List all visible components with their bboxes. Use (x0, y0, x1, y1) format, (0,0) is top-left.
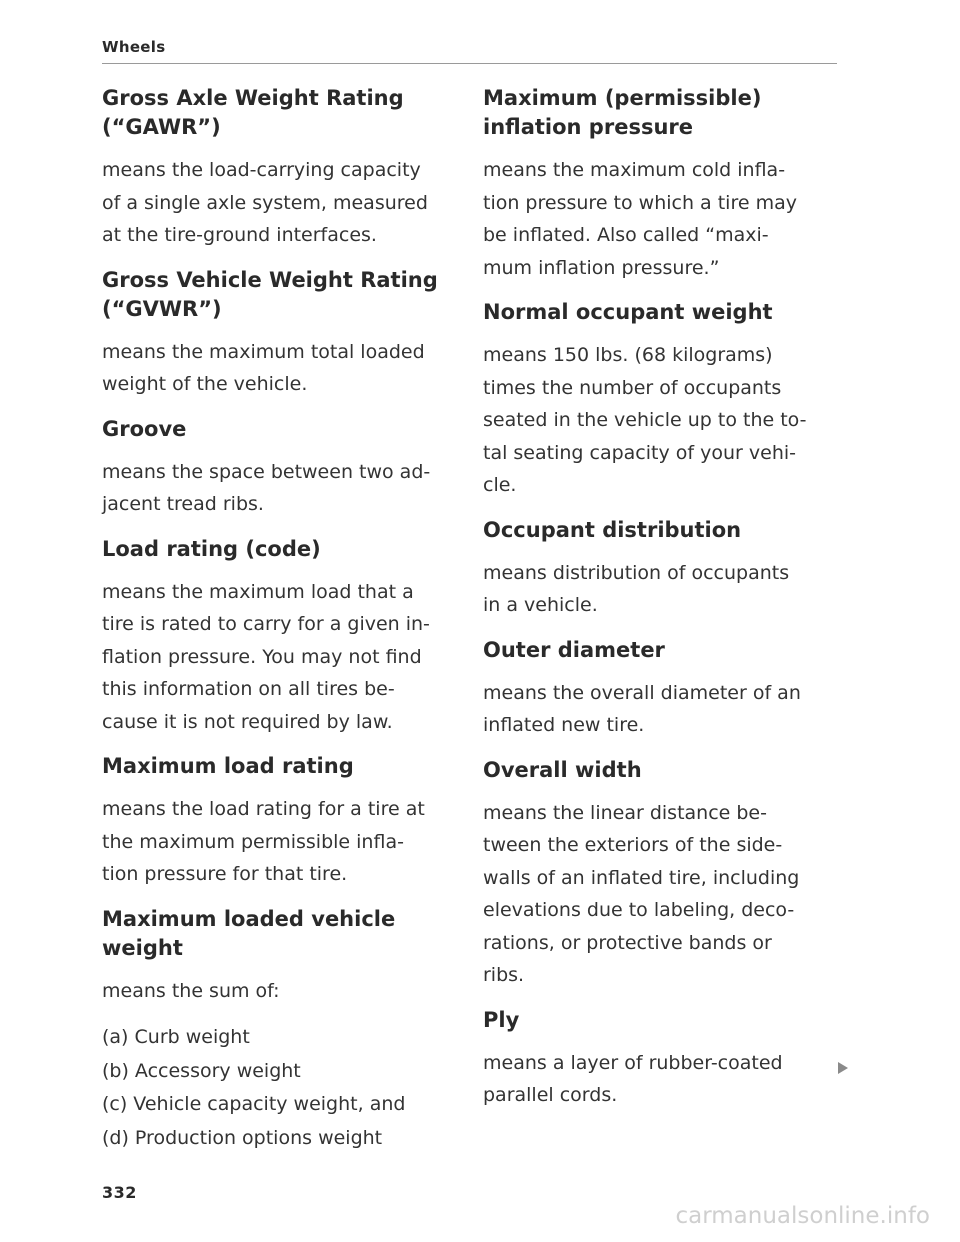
right-column (483, 84, 838, 1126)
page-number: 332 (102, 1183, 137, 1202)
term-definition: means the sum of: (102, 979, 280, 1002)
list-item: (d) Production options weight (102, 1126, 383, 1149)
glossary-entry (102, 535, 457, 739)
term-definition: means 150 lbs. (68 kilograms) times the number of occupants seated in the vehicle up to the to- tal seating capacity of your vehi- cle. (483, 344, 807, 496)
watermark: carmanualsonline.info (675, 1203, 930, 1229)
left-column (102, 84, 457, 1155)
glossary-entry (483, 516, 838, 622)
term-definition: means the space between two ad- jacent tread ribs. (102, 460, 431, 515)
term-definition: means the overall diameter of an inflated new tire. (483, 681, 801, 736)
list-item: (a) Curb weight (102, 1026, 250, 1048)
glossary-entry (483, 636, 838, 742)
term-heading: Ply (483, 1007, 520, 1032)
glossary-entry (102, 415, 457, 521)
term-definition: means a layer of rubber-coated parallel cords. (483, 1051, 783, 1106)
glossary-entry (483, 298, 838, 502)
glossary-entry (483, 1006, 838, 1112)
term-heading: Gross Vehicle Weight Rating (“GVWR”) (102, 267, 438, 321)
term-definition: means the maximum cold infla- tion pressure to which a tire may be inflated. Also called “maxi- mum inflation pressure.” (483, 159, 797, 279)
term-definition: means the maximum load that a tire is rated to carry for a given in- flation pressure. You may not find this information on all tires be- cause it is not required by law. (102, 580, 430, 733)
continue-arrow-icon (838, 1062, 848, 1074)
term-heading: Gross Axle Weight Rating (“GAWR”) (102, 86, 404, 139)
glossary-entry (483, 84, 838, 284)
term-heading: Normal occupant weight (483, 300, 773, 324)
term-heading: Maximum load rating (102, 754, 354, 778)
term-heading: Load rating (code) (102, 536, 321, 561)
section-title: Wheels (102, 38, 166, 56)
glossary-entry (102, 905, 457, 1156)
term-heading: Overall width (483, 757, 642, 782)
term-heading: Maximum loaded vehicle weight (102, 906, 396, 960)
term-heading: Maximum (permissible) inflation pressure (483, 86, 762, 139)
term-definition: means distribution of occupants in a vehicle. (483, 561, 790, 616)
term-heading: Groove (102, 416, 187, 441)
glossary-entry (102, 752, 457, 891)
header-divider (102, 63, 837, 64)
glossary-entry (483, 756, 838, 992)
list-item: (c) Vehicle capacity weight, and (102, 1093, 406, 1115)
term-definition: means the load-carrying capacity of a single axle system, measured at the tire-ground interfaces. (102, 159, 428, 246)
glossary-entry (102, 84, 457, 252)
glossary-entry (102, 266, 457, 401)
term-definition: means the linear distance be- tween the exteriors of the side- walls of an inflated tire, including elevations due to labeling, deco- rations, or protective bands or ribs. (483, 801, 800, 986)
term-heading: Occupant distribution (483, 517, 742, 542)
term-definition: means the load rating for a tire at the maximum permissible infla- tion pressure for that tire. (102, 798, 425, 885)
term-heading: Outer diameter (483, 637, 665, 662)
sum-items-list (102, 1021, 457, 1155)
term-definition: means the maximum total loaded weight of the vehicle. (102, 340, 425, 395)
list-item: (b) Accessory weight (102, 1059, 301, 1082)
